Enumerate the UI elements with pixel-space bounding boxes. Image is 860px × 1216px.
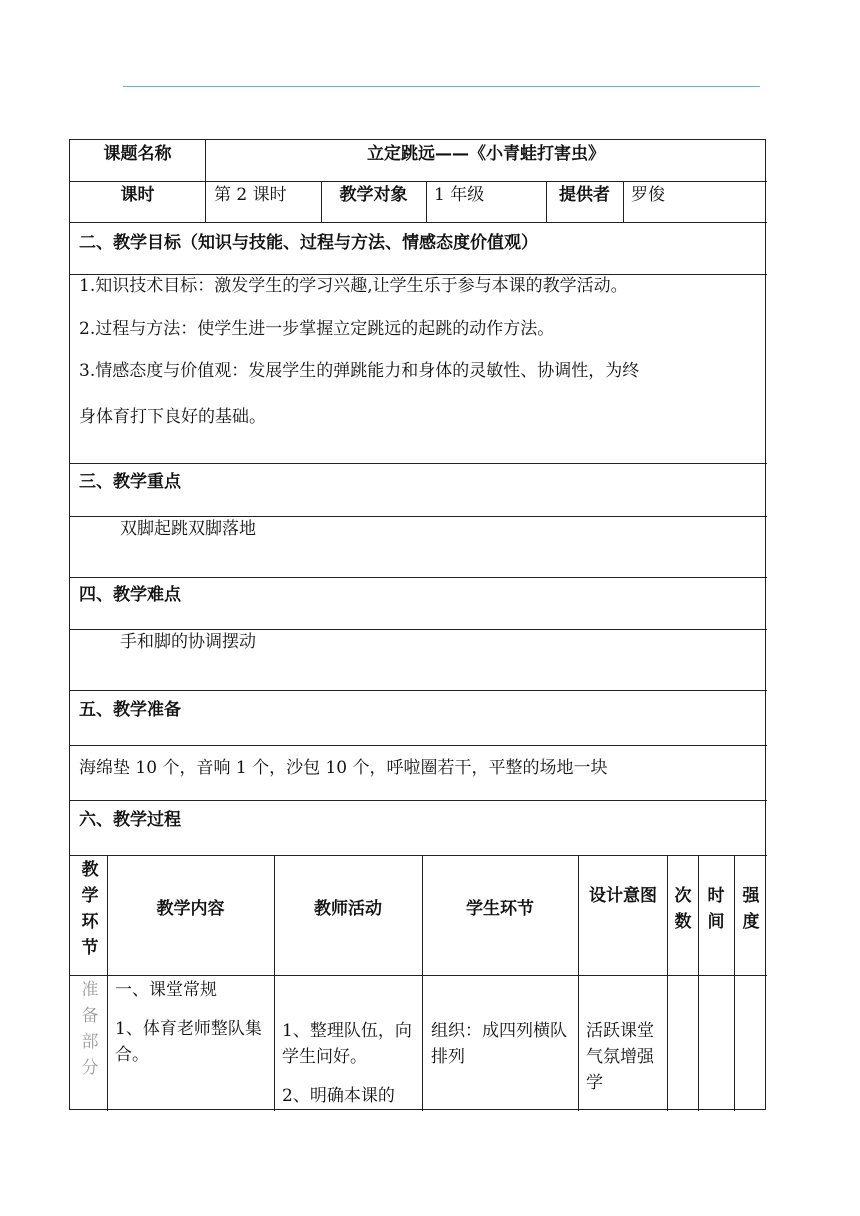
- col-header-teacher: 教师活动: [314, 899, 382, 919]
- objective-item: 3.情感态度与价值观：发展学生的弹跳能力和身体的灵敏性、协调性，为终: [79, 361, 640, 381]
- difficulties-heading: 四、教学难点: [79, 585, 181, 605]
- content-cell: [115, 978, 269, 1068]
- period-label: 课时: [120, 185, 155, 205]
- col-divider: [667, 855, 668, 1111]
- row-divider: [70, 222, 767, 223]
- key-points-heading: 三、教学重点: [79, 472, 181, 492]
- col-header-design: 设计意图: [589, 886, 657, 906]
- header-rule: [123, 86, 760, 87]
- col-divider: [422, 855, 423, 1111]
- objective-item: 1.知识技术目标：激发学生的学习兴趣,让学生乐于参与本课的教学活动。: [79, 276, 628, 296]
- teacher-line: 2、明确本课的: [282, 1086, 395, 1106]
- target-value: 1 年级: [434, 185, 485, 205]
- row-divider: [70, 690, 767, 691]
- content-line: 一、课堂常规: [115, 980, 217, 1000]
- col-divider: [578, 855, 579, 1111]
- col-divider: [698, 855, 699, 1111]
- target-label: 教学对象: [339, 185, 408, 205]
- row-divider: [70, 800, 767, 801]
- teacher-line: 1、整理队伍，向学生问好。: [282, 1021, 412, 1067]
- process-heading: 六、教学过程: [79, 810, 181, 830]
- objectives-list: [79, 274, 763, 430]
- preparation-text: 海绵垫 10 个，音响 1 个，沙包 10 个，呼啦圈若干，平整的场地一块: [79, 758, 608, 778]
- row-divider: [70, 745, 767, 746]
- col-header-intensity: 强度: [742, 886, 760, 932]
- col-header-stage: 教学环节: [81, 860, 99, 958]
- row-divider: [70, 181, 767, 182]
- title-label: 课题名称: [103, 144, 172, 164]
- key-points-text: 双脚起跳双脚落地: [120, 519, 256, 539]
- objective-item: 2.过程与方法：使学生进一步掌握立定跳远的起跳的动作方法。: [79, 318, 555, 339]
- objective-item: 身体育打下良好的基础。: [79, 406, 266, 427]
- col-divider: [426, 181, 427, 222]
- design-cell: 活跃课堂气氛增强学: [586, 1021, 654, 1093]
- provider-value: 罗俊: [631, 185, 665, 205]
- row-divider: [70, 463, 767, 464]
- col-divider: [623, 181, 624, 222]
- objectives-heading: 二、教学目标（知识与技能、过程与方法、情感态度价值观）: [79, 233, 538, 253]
- lesson-title: 立定跳远——《小青蛙打害虫》: [367, 144, 605, 164]
- col-divider: [734, 855, 735, 1111]
- teacher-cell: [282, 1018, 418, 1110]
- col-divider: [274, 855, 275, 1111]
- student-cell: 组织：成四列横队排列: [431, 1021, 567, 1067]
- col-header-time: 时间: [707, 886, 725, 932]
- row-divider: [70, 975, 767, 976]
- provider-label: 提供者: [559, 185, 610, 205]
- period-value: 第 2 课时: [214, 185, 287, 205]
- col-divider: [107, 855, 108, 1111]
- preparation-heading: 五、教学准备: [79, 700, 181, 720]
- stage-cell: 准备部分: [81, 980, 99, 1078]
- lesson-plan-table: [69, 139, 766, 1110]
- row-divider: [70, 577, 767, 578]
- col-header-content: 教学内容: [156, 899, 225, 919]
- row-divider: [70, 855, 767, 856]
- difficulties-text: 手和脚的协调摆动: [120, 632, 256, 652]
- content-line: 1、体育老师整队集合。: [115, 1018, 262, 1065]
- col-header-student: 学生环节: [466, 899, 534, 919]
- col-header-count: 次数: [674, 886, 692, 932]
